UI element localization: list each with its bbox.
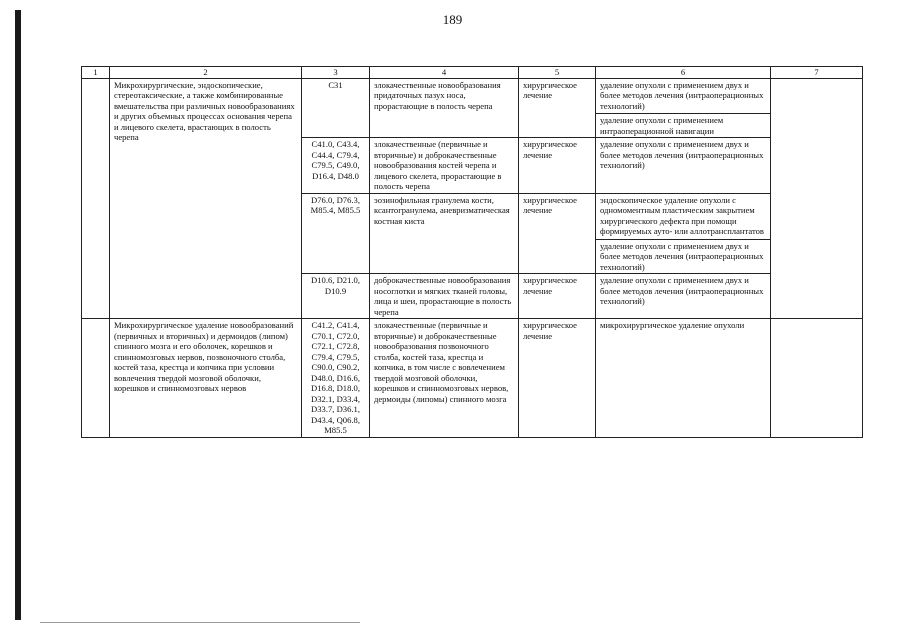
method-item: эндоскопическое удаление опухоли с одномоментным пластическим закрытием хирургического дефекта при помощи формируемых ауто- или аллотрансплантатов	[600, 194, 764, 237]
notes-cell	[771, 79, 863, 319]
methods-cell	[596, 79, 771, 138]
method-item: удаление опухоли с применением двух и более методов лечения (интраоперационных технологий)	[596, 239, 770, 272]
codes-cell: D76.0, D76.3, M85.4, M85.5	[302, 193, 370, 273]
header-col-5: 5	[519, 67, 596, 79]
page-number: 189	[442, 12, 463, 27]
diagnosis-cell: злокачественные новообразования придаточных пазух носа, прорастающие в полость черепа	[370, 79, 519, 138]
treatment-cell: хирургическое лечение	[519, 274, 596, 319]
header-col-6: 6	[596, 67, 771, 79]
row-number-cell	[82, 319, 110, 437]
codes-cell: C31	[302, 79, 370, 138]
intervention-cell: Микрохирургическое удаление новообразований (первичных и вторичных) и дермоидов (липом) спинного мозга и его оболочек, корешков и спинномозговых нервов, позвоночного столба, костей таза, крестца и копчика при условии вовлечения твердой мозговой оболочки, корешков и спинномозговых нервов	[110, 319, 302, 437]
treatment-cell: хирургическое лечение	[519, 193, 596, 273]
table-row	[82, 319, 863, 437]
intervention-cell: Микрохирургические, эндоскопические, стереотаксические, а также комбинированные вмешательства при различных новообразованиях и других объемных процессах основания черепа и лицевого скелета, врастающих в полость черепа	[110, 79, 302, 319]
services-table	[81, 66, 863, 438]
method-item: удаление опухоли с применением двух и более методов лечения (интраоперационных технологий)	[600, 80, 764, 111]
codes-cell: C41.2, C41.4, C70.1, C72.0, C72.1, C72.8, C79.4, C79.5, C90.0, C90.2, D48.0, D16.6, D16.8, D18.0, D32.1, D33.4, D33.7, D36.1, D43.4, Q06.8, M85.5	[302, 319, 370, 437]
method-item: удаление опухоли с применением интраоперационной навигации	[596, 113, 770, 136]
treatment-cell: хирургическое лечение	[519, 319, 596, 437]
row-number-cell	[82, 79, 110, 319]
diagnosis-cell: злокачественные (первичные и вторичные) и доброкачественные новообразования костей черепа и лицевого скелета, прорастающие в полость черепа	[370, 138, 519, 193]
method-item: удаление опухоли с применением двух и более методов лечения (интраоперационных технологий)	[600, 139, 764, 171]
header-col-7: 7	[771, 67, 863, 79]
diagnosis-cell: доброкачественные новообразования носоглотки и мягких тканей головы, лица и шеи, прорастающие в полость черепа	[370, 274, 519, 319]
treatment-cell: хирургическое лечение	[519, 79, 596, 138]
diagnosis-cell: злокачественные (первичные и вторичные) и доброкачественные новообразования позвоночного столба, костей таза, крестца и копчика, в том числе с вовлечением твердой мозговой оболочки, корешков и спинномозговых нервов, дермоиды (липомы) спинного мозга	[370, 319, 519, 437]
codes-cell: D10.6, D21.0, D10.9	[302, 274, 370, 319]
diagnosis-cell: эозинофильная гранулема кости, ксантогранулема, аневризматическая костная киста	[370, 193, 519, 273]
scan-edge-bar	[15, 10, 21, 620]
header-col-4: 4	[370, 67, 519, 79]
header-col-3: 3	[302, 67, 370, 79]
table-row	[82, 79, 863, 138]
methods-cell	[596, 138, 771, 193]
table-header-row	[82, 67, 863, 79]
notes-cell	[771, 319, 863, 437]
codes-cell: C41.0, C43.4, C44.4, C79.4, C79.5, C49.0, D16.4, D48.0	[302, 138, 370, 193]
methods-cell	[596, 319, 771, 437]
methods-cell	[596, 193, 771, 273]
method-item: удаление опухоли с применением двух и более методов лечения (интраоперационных технологий)	[600, 275, 764, 307]
scan-bottom-rule	[40, 622, 360, 623]
method-item: микрохирургическое удаление опухоли	[600, 320, 745, 331]
treatment-cell: хирургическое лечение	[519, 138, 596, 193]
methods-cell	[596, 274, 771, 319]
header-col-2: 2	[110, 67, 302, 79]
header-col-1: 1	[82, 67, 110, 79]
